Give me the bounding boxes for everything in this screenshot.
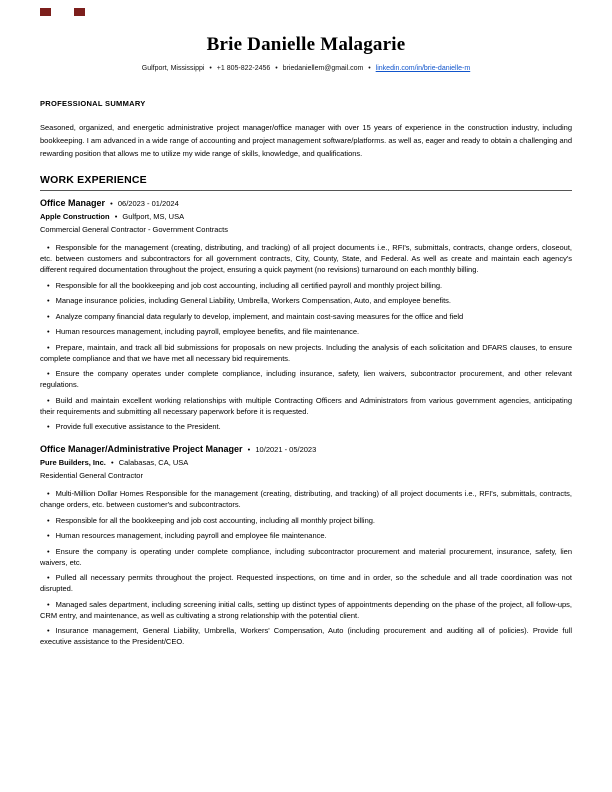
bullet-item: • Managed sales department, including screening initial calls, setting up distinct types of appointments depending on the phase of the project, all follow-ups, CRM entry, and maintenance, as well as cultivating a strong relationship with the potential client. (40, 599, 572, 621)
company-line (40, 458, 572, 467)
job-title: Office Manager (40, 198, 106, 208)
linkedin-link[interactable]: linkedin.com/in/brie-danielle-m (375, 65, 471, 72)
job-location: Gulfport, MS, USA (122, 212, 185, 221)
bullet-item: • Responsible for all the bookkeeping and job cost accounting, including all monthly project billing. (40, 515, 572, 526)
contact-phone: +1 805-822-2456 (216, 65, 271, 72)
job-dates: 10/2021 - 05/2023 (255, 445, 317, 454)
bullet-item: • Multi-Million Dollar Homes Responsible for the management (creating, distributing, and tracking) of all project documents i.e., RFI's, submittals, contracts, change orders, etc. between customer's and subcontractors. (40, 488, 572, 510)
separator-dot: • (275, 65, 278, 72)
job-title: Office Manager/Administrative Project Manager (40, 444, 243, 454)
annotation-mark-icon (74, 8, 85, 16)
bullet-item: • Prepare, maintain, and track all bid submissions for proposals on new projects. Including the analysis of each solicitation and DFARS clauses, to ensure complete compliance and that we have met all necessary bid requirements. (40, 342, 572, 364)
separator-dot: • (114, 212, 118, 221)
job-title-line (40, 444, 572, 454)
bullet-item: • Responsible for all the bookkeeping and job cost accounting, including all certified payroll and monthly project billing. (40, 280, 572, 291)
bullet-item: • Manage insurance policies, including General Liability, Umbrella, Workers Compensation, Auto, and employee benefits. (40, 295, 572, 306)
annotation-marks (40, 8, 572, 17)
bullet-item: • Analyze company financial data regularly to develop, implement, and maintain cost-saving measures for the office and field (40, 311, 572, 322)
contact-location: Gulfport, Mississippi (141, 65, 205, 72)
job-dates: 06/2023 - 01/2024 (117, 199, 179, 208)
bullet-item: • Responsible for the management (creating, distributing, and tracking) of all project documents i.e., RFI's, submittals, contracts, change orders, closeout, etc. between customers and subcontractors for all government contracts, City, County, State, and Federal. As well as create and maintain each agency's different required documentation throughout the project, ensuring a quick payment (no revisions) turnaround on each monthly billing. (40, 242, 572, 275)
bullet-item: • Human resources management, including payroll and employee file maintenance. (40, 530, 572, 541)
work-experience-heading: WORK EXPERIENCE (40, 174, 572, 191)
separator-dot: • (209, 65, 212, 72)
candidate-name: Brie Danielle Malagarie (206, 34, 406, 55)
job-entry-apple-construction (40, 198, 572, 432)
bullet-item: • Ensure the company is operating under complete compliance, including subcontractor procurement and material procurement, insurance, safety, lien waivers, etc. (40, 546, 572, 568)
job-title-line (40, 198, 572, 208)
job-subtitle: Commercial General Contractor - Government Contracts (40, 225, 228, 234)
job-entry-pure-builders (40, 444, 572, 647)
job-bullet-list (40, 242, 572, 432)
bullet-item: • Human resources management, including payroll, employee benefits, and file maintenance. (40, 326, 572, 337)
company-line (40, 212, 572, 221)
professional-summary-heading: PROFESSIONAL SUMMARY (40, 99, 146, 108)
separator-dot: • (368, 65, 371, 72)
job-subtitle: Residential General Contractor (40, 471, 143, 480)
bullet-item: • Insurance management, General Liability, Umbrella, Workers' Compensation, Auto (including procurement and auditing all of policies). Provide full executive assistance to the President/CEO. (40, 625, 572, 647)
company-name: Apple Construction (40, 212, 110, 221)
job-bullet-list (40, 488, 572, 647)
bullet-item: • Pulled all necessary permits throughout the project. Requested inspections, on time and in order, so the schedule and all trade coordination was not disrupted. (40, 572, 572, 594)
separator-dot: • (247, 445, 251, 454)
professional-summary-text: Seasoned, organized, and energetic administrative project manager/office manager with over 15 years of experience in the construction industry, including bookkeeping. I am advanced in a wide range of accounting and project management software/platforms. as well as, eager and ready to obtain a challenging and rewarding position that allows me to utilize my wide range of skills, knowledge, and qualifications. (40, 123, 572, 158)
separator-dot: • (110, 458, 114, 467)
contact-line (40, 65, 572, 72)
annotation-mark-icon (40, 8, 51, 16)
contact-email: briedaniellem@gmail.com (282, 65, 364, 72)
bullet-item: • Build and maintain excellent working relationships with multiple Contracting Officers and Administrators from various government agencies, anticipating their requirements and submitting all necessary paperwork before it is requested. (40, 395, 572, 417)
separator-dot: • (110, 199, 113, 208)
company-name: Pure Builders, Inc. (40, 458, 106, 467)
bullet-item: • Provide full executive assistance to the President. (40, 421, 572, 432)
job-location: Calabasas, CA, USA (118, 458, 189, 467)
bullet-item: • Ensure the company operates under complete compliance, including insurance, safety, lien waivers, subcontractor procurement, and other relevant regulations. (40, 368, 572, 390)
